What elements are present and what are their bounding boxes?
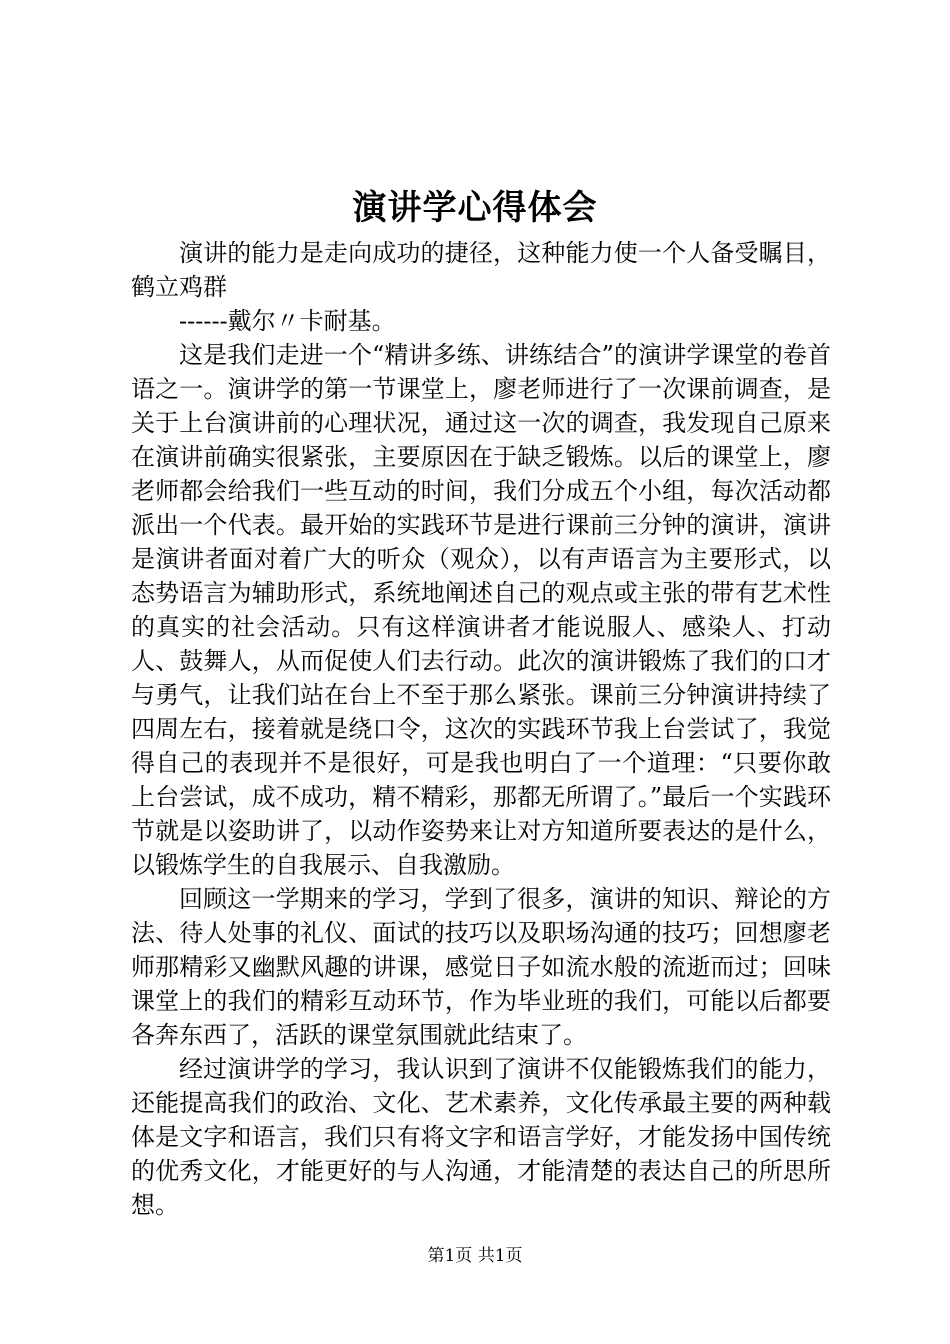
- epigraph: 演讲的能力是走向成功的捷径，这种能力使一个人备受瞩目，鹤立鸡群: [131, 239, 831, 301]
- document-title: 演讲学心得体会: [352, 188, 598, 228]
- paragraph-3: 经过演讲学的学习，我认识到了演讲不仅能锻炼我们的能力，还能提高我们的政治、文化、艺术素养，文化传承最主要的两种载体是文字和语言，我们只有将文字和语言学好，才能发扬中国传统的优秀文化，才能更好的与人沟通，才能清楚的表达自己的所思所想。: [131, 1055, 831, 1219]
- paragraph-1: 这是我们走进一个“精讲多练、讲练结合”的演讲学课堂的卷首语之一。演讲学的第一节课堂上，廖老师进行了一次课前调查，是关于上台演讲前的心理状况，通过这一次的调查，我发现自己原来在演讲前确实很紧张，主要原因在于缺乏锻炼。以后的课堂上，廖老师都会给我们一些互动的时间，我们分成五个小组，每次活动都派出一个代表。最开始的实践环节是进行课前三分钟的演讲，演讲是演讲者面对着广大的听众（观众），以有声语言为主要形式，以态势语言为辅助形式，系统地阐述自己的观点或主张的带有艺术性的真实的社会活动。只有这样演讲者才能说服人、感染人、打动人、鼓舞人，从而促使人们去行动。此次的演讲锻炼了我们的口才与勇气，让我们站在台上不至于那么紧张。课前三分钟演讲持续了四周左右，接着就是绕口令，这次的实践环节我上台尝试了，我觉得自己的表现并不是很好，可是我也明白了一个道理：“只要你敢上台尝试，成不成功，精不精彩，那都无所谓了。”最后一个实践环节就是以姿助讲了，以动作姿势来让对方知道所要表达的是什么，以锻炼学生的自我展示、自我激励。: [131, 341, 831, 879]
- document-body: [131, 236, 831, 1222]
- paragraph-2: 回顾这一学期来的学习，学到了很多，演讲的知识、辩论的方法、待人处事的礼仪、面试的技巧以及职场沟通的技巧；回想廖老师那精彩又幽默风趣的讲课，感觉日子如流水般的流逝而过；回味课堂上的我们的精彩互动环节，作为毕业班的我们，可能以后都要各奔东西了，活跃的课堂氛围就此结束了。: [131, 885, 831, 1049]
- page-number-footer: 第1页 共1页: [427, 1246, 523, 1266]
- epigraph-attribution: ------戴尔〃卡耐基。: [179, 307, 396, 335]
